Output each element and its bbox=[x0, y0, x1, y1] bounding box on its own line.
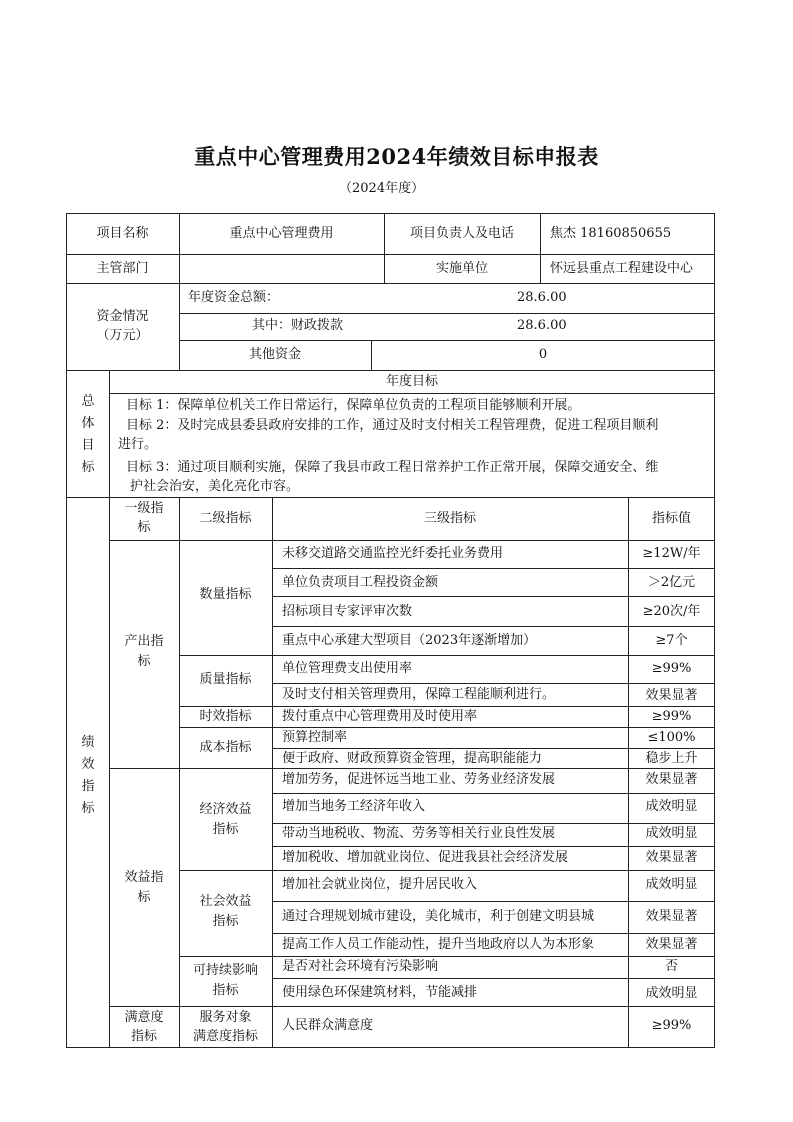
indicator-value: 效果显著 bbox=[645, 772, 698, 787]
goal-2-line2: 进行。 bbox=[118, 437, 158, 452]
indicator-value: 稳步上升 bbox=[645, 751, 698, 766]
indicator-name: 是否对社会环境有污染影响 bbox=[282, 959, 439, 974]
output-label-line2: 标 bbox=[137, 654, 151, 669]
project-name-value: 重点中心管理费用 bbox=[229, 226, 334, 241]
goal-3-line1: 目标 3：通过项目顺利实施，保障了我县市政工程日常养护工作正常开展，保障交通安全、维 bbox=[126, 460, 659, 475]
indicator-value: 效果显著 bbox=[645, 937, 698, 952]
output-label-line1: 产出指 bbox=[124, 634, 164, 649]
funds-fiscal-value: 28.6.00 bbox=[517, 318, 567, 333]
indicator-name: 使用绿色环保建筑材料，节能减排 bbox=[282, 985, 478, 1000]
col-level3: 三级指标 bbox=[423, 511, 476, 526]
dept-label: 主管部门 bbox=[96, 261, 149, 276]
quantity-label: 数量指标 bbox=[199, 587, 252, 602]
indicator-value: 效果显著 bbox=[645, 909, 698, 924]
indicator-value: ＞2亿元 bbox=[647, 575, 696, 590]
project-leader-label: 项目负责人及电话 bbox=[409, 226, 514, 241]
indicator-name: 通过合理规划城市建设，美化城市，利于创建文明县城 bbox=[282, 909, 595, 924]
indicator-name: 增加当地务工经济年收入 bbox=[282, 799, 426, 814]
indicator-name: 人民群众满意度 bbox=[282, 1018, 374, 1033]
indicator-value: 成效明显 bbox=[645, 826, 698, 841]
indicator-value: 效果显著 bbox=[645, 688, 698, 703]
funds-total-value: 28.6.00 bbox=[517, 290, 567, 305]
sustain-label-line2: 指标 bbox=[212, 983, 239, 998]
social-label-line2: 指标 bbox=[212, 914, 239, 929]
funds-fiscal-label: 其中：财政拨款 bbox=[252, 318, 344, 333]
indicator-value: ≥99% bbox=[651, 1018, 692, 1033]
funds-label-line1: 资金情况 bbox=[96, 309, 149, 324]
funds-total-label: 年度资金总额： bbox=[188, 290, 280, 305]
indicator-name: 拨付重点中心管理费用及时使用率 bbox=[282, 709, 478, 724]
col-level1-line2: 标 bbox=[137, 520, 151, 535]
indicator-name: 提高工作人员工作能动性，提升当地政府以人为本形象 bbox=[282, 937, 595, 952]
econ-label-line2: 指标 bbox=[212, 822, 239, 837]
indicator-name: 单位负责项目工程投资金额 bbox=[282, 575, 439, 590]
indicator-name: 预算控制率 bbox=[282, 730, 348, 745]
cost-label: 成本指标 bbox=[199, 740, 252, 755]
satisfaction-label-line1: 满意度 bbox=[124, 1010, 164, 1025]
goal-3-line2: 护社会治安，美化亮化市容。 bbox=[130, 479, 300, 494]
project-leader-value: 焦杰 18160850655 bbox=[550, 226, 672, 241]
indicator-name: 增加劳务，促进怀远当地工业、劳务业经济发展 bbox=[282, 772, 556, 787]
indicator-value: ≥7个 bbox=[655, 633, 688, 648]
impl-unit-label: 实施单位 bbox=[435, 261, 488, 276]
funds-other-value: 0 bbox=[538, 347, 548, 362]
indicator-value: 否 bbox=[664, 959, 678, 974]
funds-other-label: 其他资金 bbox=[248, 347, 301, 362]
indicator-name: 招标项目专家评审次数 bbox=[282, 604, 413, 619]
annual-goal-header: 年度目标 bbox=[385, 374, 438, 389]
indicator-name: 增加税收、增加就业岗位、促进我县社会经济发展 bbox=[282, 850, 569, 865]
service-label-line1: 服务对象 bbox=[199, 1010, 252, 1025]
indicator-name: 增加社会就业岗位，提升居民收入 bbox=[282, 877, 478, 892]
goal-1: 目标 1：保障单位机关工作日常运行，保障单位负责的工程项目能够顺利开展。 bbox=[126, 398, 581, 413]
satisfaction-label-line2: 指标 bbox=[130, 1029, 157, 1044]
timeliness-label: 时效指标 bbox=[199, 709, 252, 724]
indicator-value: ≥99% bbox=[651, 661, 692, 676]
indicator-value: ≥20次/年 bbox=[642, 604, 701, 619]
indicator-value: ≤100% bbox=[647, 730, 696, 745]
impl-unit-value: 怀远县重点工程建设中心 bbox=[550, 261, 694, 276]
col-level1-line1: 一级指 bbox=[124, 501, 164, 516]
benefit-label-line1: 效益指 bbox=[124, 870, 164, 885]
project-name-label: 项目名称 bbox=[96, 226, 149, 241]
indicator-name: 未移交道路交通监控光纤委托业务费用 bbox=[282, 546, 504, 561]
indicator-name: 重点中心承建大型项目（2023年逐渐增加） bbox=[282, 633, 537, 648]
service-label-line2: 满意度指标 bbox=[192, 1029, 258, 1044]
indicator-value: 成效明显 bbox=[645, 986, 698, 1001]
col-value: 指标值 bbox=[651, 511, 691, 526]
indicator-value: ≥99% bbox=[651, 709, 692, 724]
benefit-label-line2: 标 bbox=[137, 890, 151, 905]
indicator-value: 效果显著 bbox=[645, 850, 698, 865]
indicator-name: 便于政府、财政预算资金管理，提高职能能力 bbox=[282, 751, 543, 766]
goal-2-line1: 目标 2：及时完成县委县政府安排的工作，通过及时支付相关工程管理费，促进工程项目顺利 bbox=[126, 418, 659, 433]
econ-label-line1: 经济效益 bbox=[199, 802, 252, 817]
indicator-name: 及时支付相关管理费用，保障工程能顺利进行。 bbox=[282, 687, 556, 702]
funds-label-line2: （万元） bbox=[96, 328, 149, 343]
indicator-value: 成效明显 bbox=[645, 799, 698, 814]
indicator-value: ≥12W/年 bbox=[642, 546, 701, 561]
indicator-value: 成效明显 bbox=[645, 877, 698, 892]
social-label-line1: 社会效益 bbox=[199, 894, 252, 909]
page-subtitle: （2024年度） bbox=[339, 181, 425, 196]
indicator-name: 单位管理费支出使用率 bbox=[282, 661, 413, 676]
page-title: 重点中心管理费用2024年绩效目标申报表 bbox=[194, 144, 599, 169]
quality-label: 质量指标 bbox=[199, 672, 252, 687]
indicator-name: 带动当地税收、物流、劳务等相关行业良性发展 bbox=[282, 826, 556, 841]
sustain-label-line1: 可持续影响 bbox=[192, 963, 258, 978]
col-level2: 二级指标 bbox=[199, 511, 252, 526]
